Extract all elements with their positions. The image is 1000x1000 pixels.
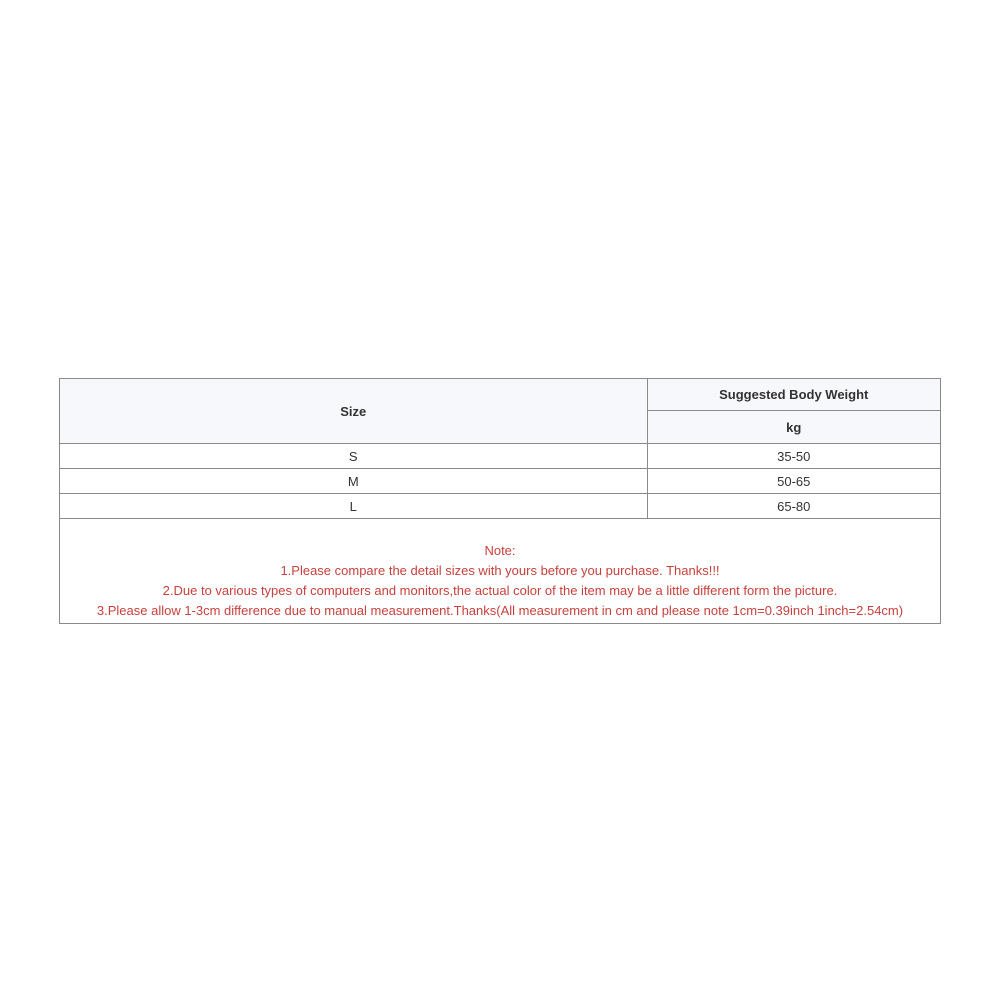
note-line: 3.Please allow 1-3cm difference due to manual measurement.Thanks(All measurement in cm and please note 1cm=0.39inch 1inch=2.54cm) bbox=[96, 603, 904, 618]
header-size: Size bbox=[60, 379, 647, 444]
table-row bbox=[60, 494, 940, 519]
header-row bbox=[60, 379, 940, 411]
cell-size: L bbox=[60, 494, 647, 519]
table-row bbox=[60, 469, 940, 494]
notes-section bbox=[60, 518, 940, 623]
size-table bbox=[60, 379, 940, 518]
cell-weight: 35-50 bbox=[647, 444, 940, 469]
note-line: 2.Due to various types of computers and monitors,the actual color of the item may be a little different form the picture. bbox=[162, 583, 838, 598]
note-line: 1.Please compare the detail sizes with yours before you purchase. Thanks!!! bbox=[280, 563, 720, 578]
note-title: Note: bbox=[484, 543, 516, 558]
cell-weight: 50-65 bbox=[647, 469, 940, 494]
header-unit: kg bbox=[647, 411, 940, 444]
size-chart bbox=[59, 378, 941, 624]
cell-size: S bbox=[60, 444, 647, 469]
table-row bbox=[60, 444, 940, 469]
cell-size: M bbox=[60, 469, 647, 494]
header-weight: Suggested Body Weight bbox=[647, 379, 940, 411]
cell-weight: 65-80 bbox=[647, 494, 940, 519]
